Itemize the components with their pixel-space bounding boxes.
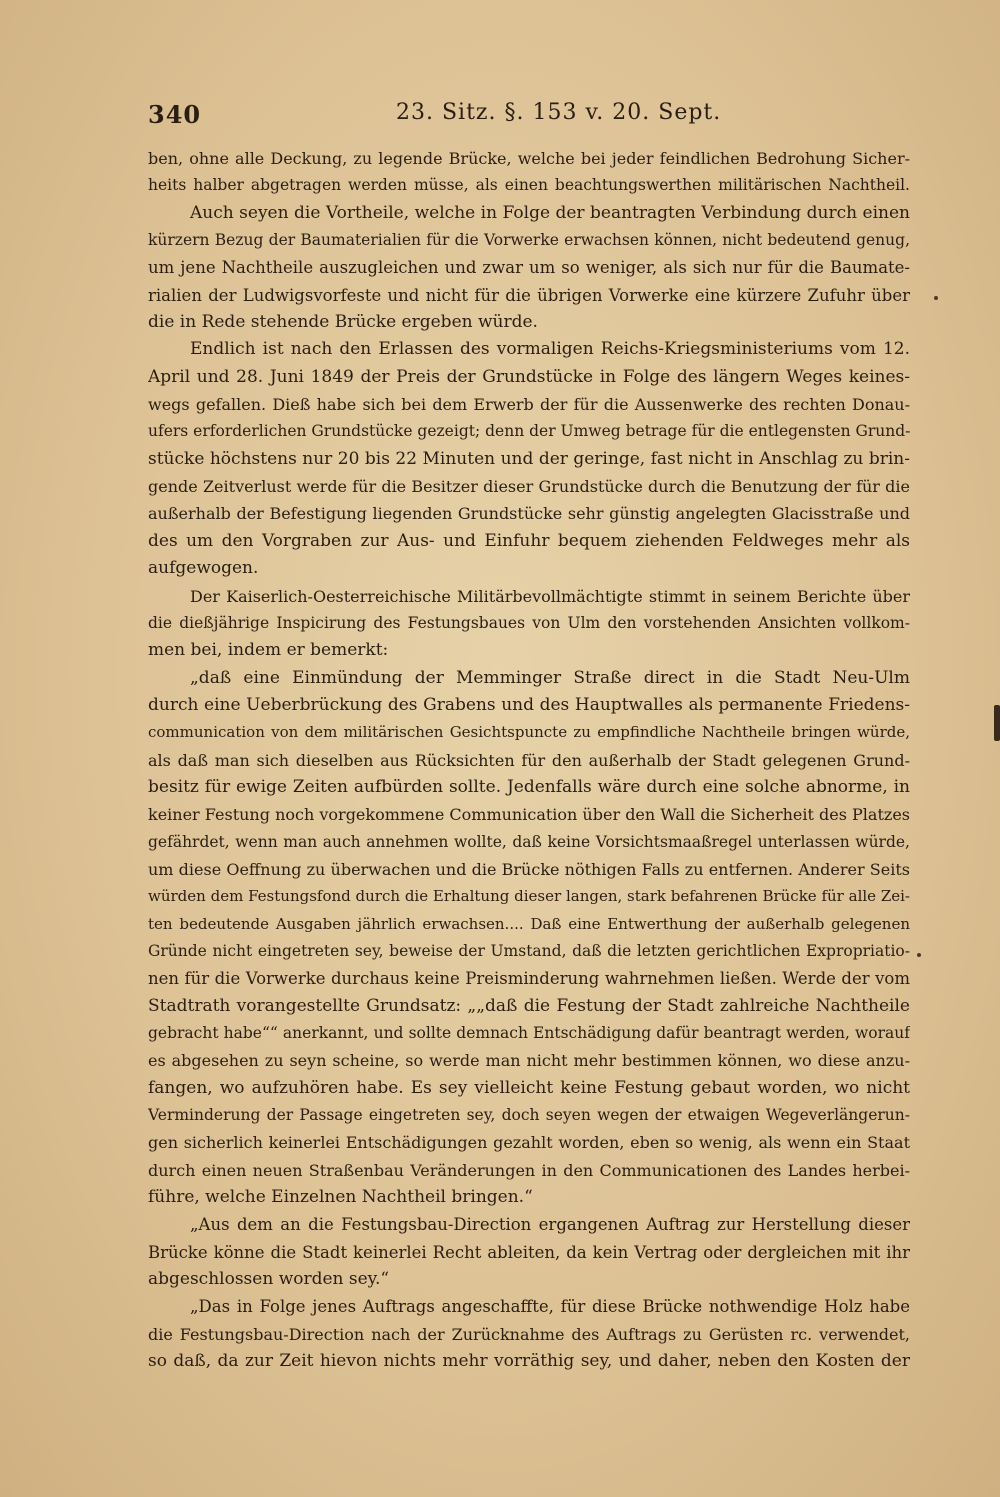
text-line: rialien der Ludwigsvorfeste und nicht für die übrigen Vorwerke eine kürzere Zufuhr über xyxy=(148,285,910,305)
text-line: heits halber abgetragen werden müsse, als einen beachtungswerthen militärischen Nachtheil. xyxy=(148,176,910,195)
text-line: ben, ohne alle Deckung, zu legende Brücke, welche bei jeder feindlichen Bedrohung Sicher- xyxy=(148,149,910,168)
text-line: um diese Oeffnung zu überwachen und die Brücke nöthigen Falls zu entfernen. Anderer Seits xyxy=(148,859,910,879)
text-line: keiner Festung noch vorgekommene Communication über den Wall die Sicherheit des Platzes xyxy=(148,805,910,825)
page-header xyxy=(148,100,910,136)
text-line: um jene Nachtheile auszugleichen und zwar um so weniger, als sich nur für die Baumate- xyxy=(148,258,910,278)
text-line: stücke höchstens nur 20 bis 22 Minuten und der geringe, fast nicht in Anschlag zu brin- xyxy=(148,448,910,469)
text-line: die dießjährige Inspicirung des Festungsbaues von Ulm den vorstehenden Ansichten vollkom- xyxy=(148,613,910,632)
text-line: men bei, indem er bemerkt: xyxy=(148,640,389,661)
text-line: „Das in Folge jenes Auftrags angeschaffte, für diese Brücke nothwendige Holz habe xyxy=(190,1297,910,1317)
text-line: die Festungsbau-Direction nach der Zurücknahme des Auftrags zu Gerüsten rc. verwendet, xyxy=(148,1324,910,1344)
text-line: wegs gefallen. Dieß habe sich bei dem Erwerb der für die Aussenwerke des rechten Donau- xyxy=(148,395,910,415)
text-line: ufers erforderlichen Grundstücke gezeigt; denn der Umweg betrage für die entlegensten Grund- xyxy=(148,422,910,441)
text-line: communication von dem militärischen Gesichtspuncte zu empfindliche Nachtheile bringen würde, xyxy=(148,723,910,742)
text-line: es abgesehen zu seyn scheine, so werde man nicht mehr bestimmen können, wo diese anzu- xyxy=(148,1051,910,1071)
text-line: Gründe nicht eingetreten sey, beweise der Umstand, daß die letzten gerichtlichen Expropriatio- xyxy=(148,941,910,960)
ink-speck xyxy=(934,296,938,300)
text-line: gebracht habe““ anerkannt, und sollte demnach Entschädigung dafür beantragt werden, worauf xyxy=(148,1024,910,1042)
text-line: ten bedeutende Ausgaben jährlich erwachsen.... Daß eine Entwerthung der außerhalb gelegenen xyxy=(148,914,910,933)
text-line: Auch seyen die Vortheile, welche in Folge der beantragten Verbindung durch einen xyxy=(190,202,910,223)
text-line: Brücke könne die Stadt keinerlei Recht ableiten, da kein Vertrag oder dergleichen mit ihr xyxy=(148,1242,910,1262)
text-line: als daß man sich dieselben aus Rücksichten für den außerhalb der Stadt gelegenen Grund- xyxy=(148,750,910,770)
text-line: Verminderung der Passage eingetreten sey, doch seyen wegen der etwaigen Wegeverlängerun- xyxy=(148,1106,910,1125)
text-line: außerhalb der Befestigung liegenden Grundstücke sehr günstig angelegten Glacisstraße und xyxy=(148,504,910,524)
text-line: so daß, da zur Zeit hievon nichts mehr vorräthig sey, und daher, neben den Kosten der xyxy=(148,1351,910,1372)
text-line: aufgewogen. xyxy=(148,558,259,579)
text-line: gefährdet, wenn man auch annehmen wollte, daß keine Vorsichtsmaaßregel unterlassen würde, xyxy=(148,832,910,851)
text-line: die in Rede stehende Brücke ergeben würde. xyxy=(148,312,538,333)
text-line: abgeschlossen worden sey.“ xyxy=(148,1269,390,1290)
text-line: „Aus dem an die Festungsbau-Direction ergangenen Auftrag zur Herstellung dieser xyxy=(190,1215,910,1235)
body-text xyxy=(148,145,910,1375)
text-line: führe, welche Einzelnen Nachtheil bringen.“ xyxy=(148,1187,533,1208)
text-line: gende Zeitverlust werde für die Besitzer dieser Grundstücke durch die Benutzung der für die xyxy=(148,477,910,497)
ink-speck xyxy=(917,953,921,957)
text-line: würden dem Festungsfond durch die Erhaltung dieser langen, stark befahrenen Brücke für alle Zei- xyxy=(148,887,910,906)
text-line: Endlich ist nach den Erlassen des vormaligen Reichs-Kriegsministeriums vom 12. xyxy=(190,339,910,360)
text-line: durch eine Ueberbrückung des Grabens und des Hauptwalles als permanente Friedens- xyxy=(148,694,910,715)
text-line: durch einen neuen Straßenbau Veränderungen in den Communicationen des Landes herbei- xyxy=(148,1160,910,1180)
text-line: kürzern Bezug der Baumaterialien für die Vorwerke erwachsen können, nicht bedeutend genug, xyxy=(148,231,910,250)
page-edge-mark xyxy=(994,705,1000,741)
running-head: 23. Sitz. §. 153 v. 20. Sept. xyxy=(396,100,722,125)
page-number: 340 xyxy=(148,100,202,129)
text-line: Der Kaiserlich-Oesterreichische Militärbevollmächtigte stimmt in seinem Berichte über xyxy=(190,586,910,606)
text-line: fangen, wo aufzuhören habe. Es sey vielleicht keine Festung gebaut worden, wo nicht xyxy=(148,1077,910,1098)
text-line: nen für die Vorwerke durchaus keine Preisminderung wahrnehmen ließen. Werde der vom xyxy=(148,969,910,989)
text-line: „daß eine Einmündung der Memminger Straße direct in die Stadt Neu-Ulm xyxy=(190,667,910,688)
text-line: des um den Vorgraben zur Aus- und Einfuhr bequem ziehenden Feldweges mehr als xyxy=(148,530,910,551)
text-line: besitz für ewige Zeiten aufbürden sollte. Jedenfalls wäre durch eine solche abnorme, in xyxy=(148,776,910,797)
text-line: gen sicherlich keinerlei Entschädigungen gezahlt worden, eben so wenig, als wenn ein Staat xyxy=(148,1133,910,1153)
text-line: April und 28. Juni 1849 der Preis der Grundstücke in Folge des längern Weges keines- xyxy=(148,366,910,387)
text-line: Stadtrath vorangestellte Grundsatz: „„daß die Festung der Stadt zahlreiche Nachtheile xyxy=(148,995,910,1016)
